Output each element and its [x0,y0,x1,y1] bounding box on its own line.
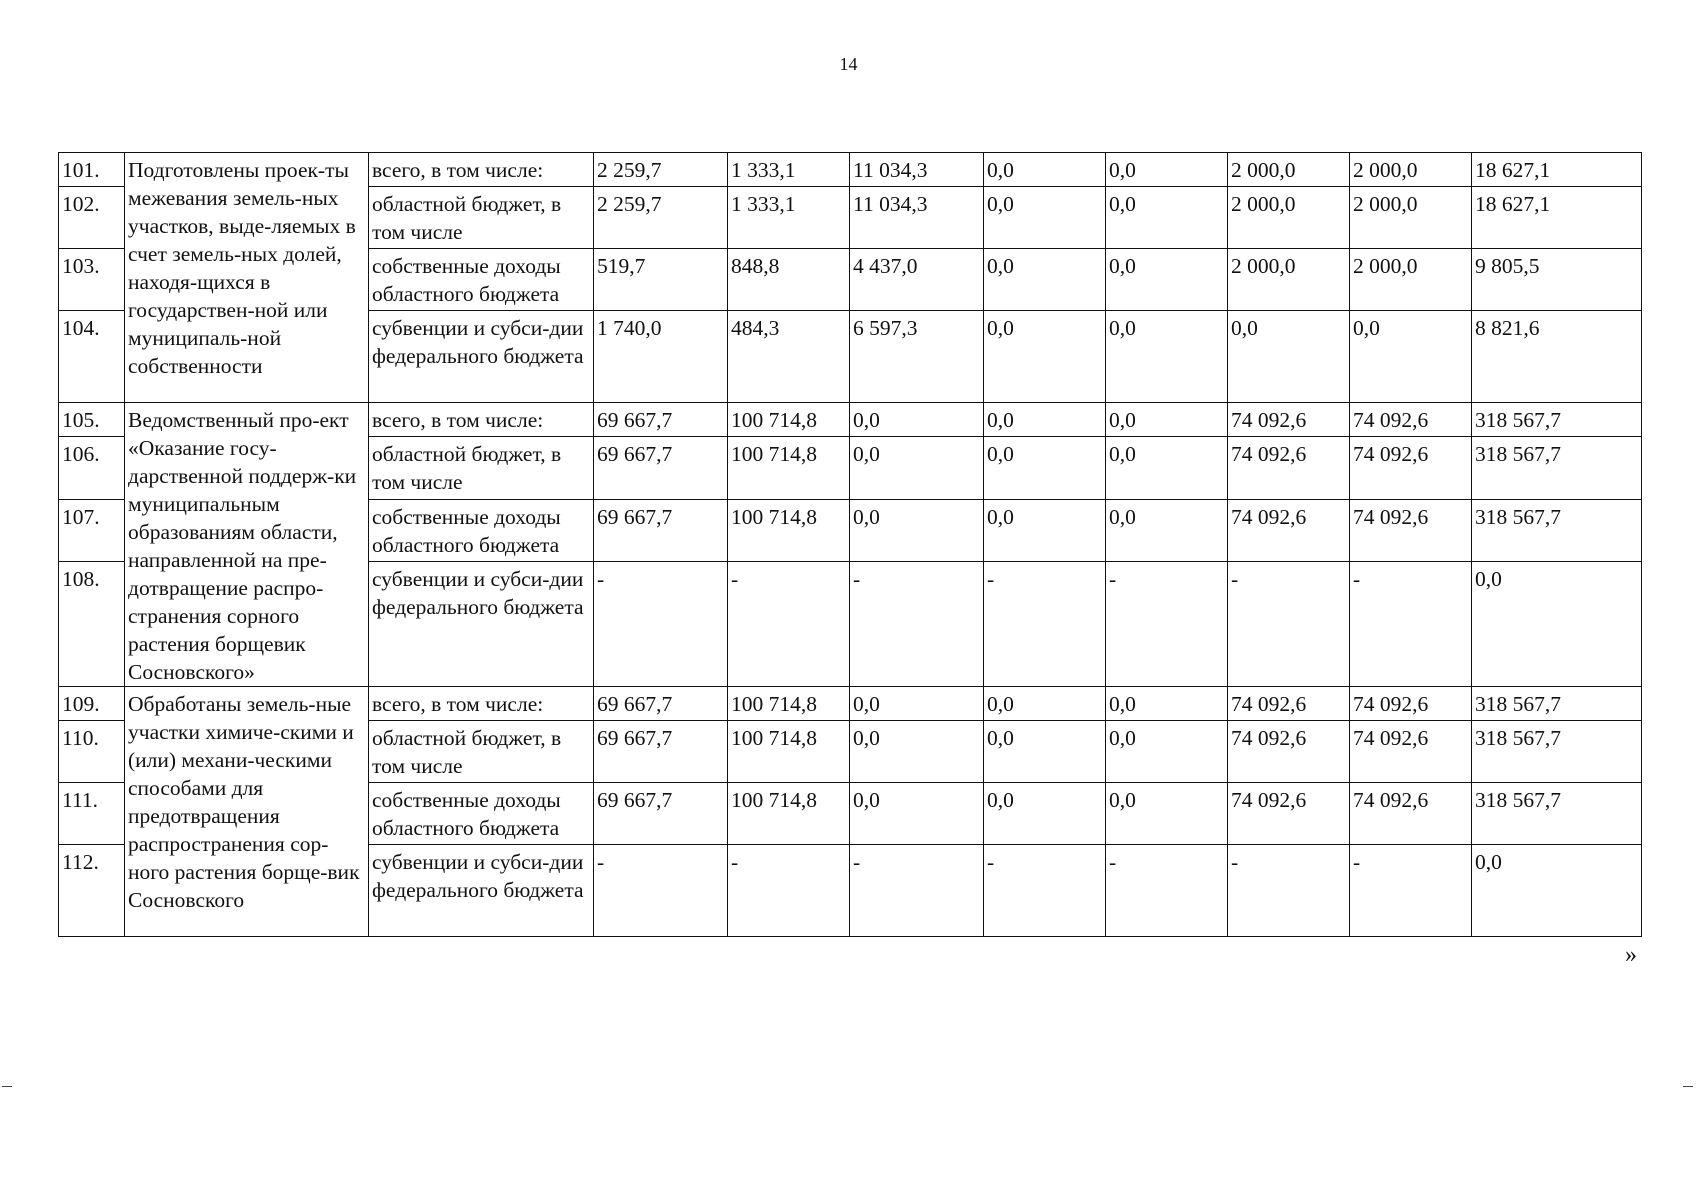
year-amount: 74 092,6 [1350,437,1472,499]
year-amount: 69 667,7 [594,783,728,845]
row-number: 106. [59,437,125,499]
table-body [59,153,1642,937]
total-amount: 318 567,7 [1472,687,1642,721]
table-row [59,153,1642,187]
year-amount: 0,0 [1106,403,1228,437]
year-amount: 0,0 [984,687,1106,721]
total-amount: 318 567,7 [1472,783,1642,845]
year-amount: 2 000,0 [1350,187,1472,249]
funding-source: областной бюджет, в том числе [369,187,594,249]
year-amount: 2 000,0 [1228,153,1350,187]
total-amount: 318 567,7 [1472,499,1642,561]
total-amount: 8 821,6 [1472,311,1642,403]
funding-source: субвенции и субси-дии федерального бюджета [369,562,594,687]
funding-source: собственные доходы областного бюджета [369,249,594,311]
year-amount: - [728,562,850,687]
year-amount: - [728,845,850,937]
year-amount: 0,0 [1106,437,1228,499]
year-amount: - [1106,845,1228,937]
year-amount: 0,0 [1106,783,1228,845]
year-amount: 74 092,6 [1228,783,1350,845]
year-amount: 4 437,0 [850,249,984,311]
year-amount: 0,0 [984,783,1106,845]
year-amount: - [1228,562,1350,687]
year-amount: 74 092,6 [1350,783,1472,845]
total-amount: 318 567,7 [1472,437,1642,499]
funding-source: субвенции и субси-дии федерального бюджета [369,311,594,403]
year-amount: 74 092,6 [1350,403,1472,437]
year-amount: 74 092,6 [1350,687,1472,721]
year-amount: 2 000,0 [1350,249,1472,311]
row-number: 107. [59,499,125,561]
year-amount: 74 092,6 [1228,721,1350,783]
year-amount: - [1350,845,1472,937]
funding-source: субвенции и субси-дии федерального бюджета [369,845,594,937]
year-amount: 74 092,6 [1228,437,1350,499]
row-number: 111. [59,783,125,845]
row-number: 105. [59,403,125,437]
row-number: 108. [59,562,125,687]
year-amount: 0,0 [984,153,1106,187]
year-amount: 0,0 [850,403,984,437]
funding-source: собственные доходы областного бюджета [369,783,594,845]
year-amount: 2 000,0 [1350,153,1472,187]
measure-description: Подготовлены проек-ты межевания земель-ных участков, выде-ляемых в счет земель-ных долей, находя-щихся в государствен-ной или муниципаль-ной собственности [125,153,369,403]
funding-source: собственные доходы областного бюджета [369,499,594,561]
year-amount: 74 092,6 [1228,687,1350,721]
year-amount: - [850,845,984,937]
total-amount: 318 567,7 [1472,721,1642,783]
year-amount: 100 714,8 [728,721,850,783]
year-amount: 74 092,6 [1228,499,1350,561]
year-amount: 0,0 [984,437,1106,499]
year-amount: 0,0 [850,499,984,561]
year-amount: 6 597,3 [850,311,984,403]
year-amount: 0,0 [1106,153,1228,187]
row-number: 110. [59,721,125,783]
funding-source: всего, в том числе: [369,687,594,721]
closing-quote: » [1625,942,1637,968]
total-amount: 0,0 [1472,845,1642,937]
year-amount: 69 667,7 [594,687,728,721]
total-amount: 9 805,5 [1472,249,1642,311]
scan-edge-mark-left [2,1086,12,1087]
year-amount: 2 259,7 [594,187,728,249]
year-amount: - [1106,562,1228,687]
year-amount: 69 667,7 [594,437,728,499]
table-row [59,403,1642,437]
total-amount: 18 627,1 [1472,187,1642,249]
total-amount: 318 567,7 [1472,403,1642,437]
row-number: 101. [59,153,125,187]
year-amount: 0,0 [984,721,1106,783]
year-amount: 0,0 [984,187,1106,249]
year-amount: 0,0 [1228,311,1350,403]
year-amount: 0,0 [1350,311,1472,403]
page-number: 14 [839,54,858,74]
funding-source: областной бюджет, в том числе [369,437,594,499]
year-amount: - [1228,845,1350,937]
funding-source: областной бюджет, в том числе [369,721,594,783]
year-amount: 0,0 [850,721,984,783]
row-number: 104. [59,311,125,403]
year-amount: 1 333,1 [728,153,850,187]
total-amount: 18 627,1 [1472,153,1642,187]
year-amount: 0,0 [1106,499,1228,561]
year-amount: 100 714,8 [728,783,850,845]
funding-source: всего, в том числе: [369,403,594,437]
year-amount: 0,0 [984,249,1106,311]
year-amount: 0,0 [850,687,984,721]
year-amount: 74 092,6 [1350,721,1472,783]
year-amount: - [984,562,1106,687]
year-amount: 100 714,8 [728,687,850,721]
year-amount: 11 034,3 [850,187,984,249]
row-number: 102. [59,187,125,249]
year-amount: 0,0 [1106,721,1228,783]
table-row [59,687,1642,721]
measure-description: Ведомственный про-ект «Оказание госу-дарственной поддерж-ки муниципальным образованиям области, направленной на пре-дотвращение распро-странения сорного растения борщевик Сосновского» [125,403,369,687]
year-amount: 0,0 [1106,249,1228,311]
year-amount: 2 259,7 [594,153,728,187]
year-amount: 0,0 [1106,687,1228,721]
year-amount: 0,0 [850,783,984,845]
year-amount: 519,7 [594,249,728,311]
year-amount: 0,0 [1106,187,1228,249]
year-amount: 1 333,1 [728,187,850,249]
row-number: 109. [59,687,125,721]
year-amount: 100 714,8 [728,499,850,561]
total-amount: 0,0 [1472,562,1642,687]
budget-table [58,152,1642,937]
year-amount: - [1350,562,1472,687]
year-amount: 74 092,6 [1228,403,1350,437]
year-amount: - [594,845,728,937]
year-amount: 2 000,0 [1228,249,1350,311]
funding-source: всего, в том числе: [369,153,594,187]
year-amount: 848,8 [728,249,850,311]
year-amount: 0,0 [984,499,1106,561]
year-amount: 0,0 [984,311,1106,403]
year-amount: 69 667,7 [594,499,728,561]
year-amount: 2 000,0 [1228,187,1350,249]
year-amount: 69 667,7 [594,721,728,783]
year-amount: 74 092,6 [1350,499,1472,561]
row-number: 112. [59,845,125,937]
year-amount: - [984,845,1106,937]
row-number: 103. [59,249,125,311]
year-amount: 100 714,8 [728,403,850,437]
year-amount: 11 034,3 [850,153,984,187]
year-amount: 484,3 [728,311,850,403]
year-amount: - [594,562,728,687]
year-amount: 69 667,7 [594,403,728,437]
year-amount: - [850,562,984,687]
year-amount: 0,0 [984,403,1106,437]
year-amount: 0,0 [1106,311,1228,403]
scan-edge-mark-right [1683,1086,1693,1087]
measure-description: Обработаны земель-ные участки химиче-скими и (или) механи-ческими способами для предотвращения распространения сор-ного растения борще-вик Сосновского [125,687,369,937]
year-amount: 0,0 [850,437,984,499]
year-amount: 1 740,0 [594,311,728,403]
year-amount: 100 714,8 [728,437,850,499]
